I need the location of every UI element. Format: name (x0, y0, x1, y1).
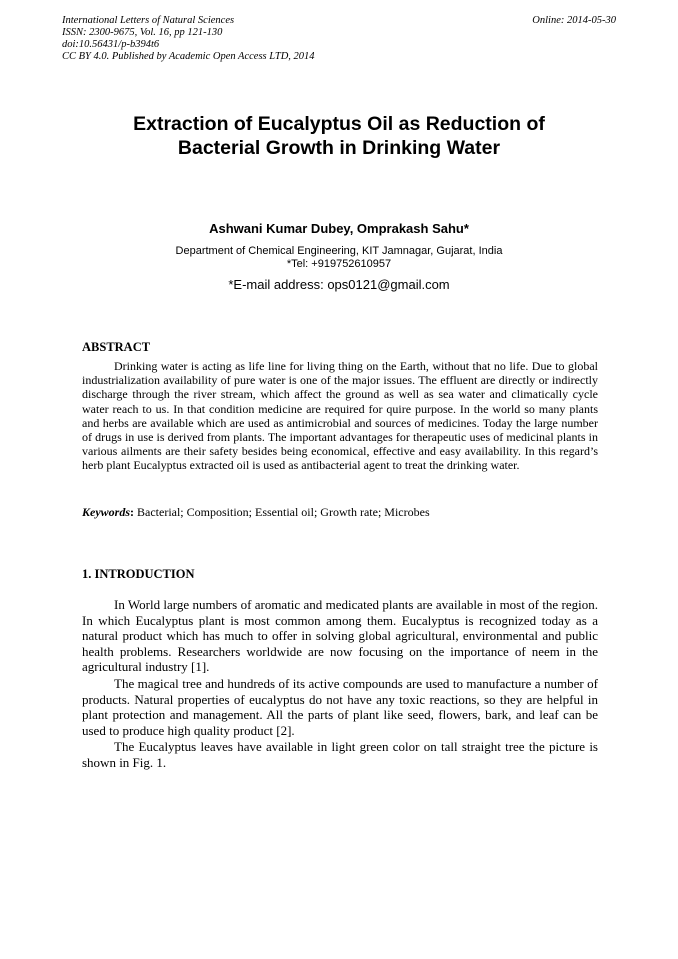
title-line-2: Bacterial Growth in Drinking Water (177, 137, 501, 159)
journal-name: International Letters of Natural Sciences (62, 15, 235, 26)
license-line: CC BY 4.0. Published by Academic Open Access LTD, 2014 (62, 51, 315, 62)
affiliation: Department of Chemical Engineering, KIT Jamnagar, Gujarat, India (175, 245, 503, 257)
intro-paragraph-3: The Eucalyptus leaves have available in light green color on tall straight tree the picture is shown in Fig. 1. (82, 739, 598, 770)
intro-paragraph-1: In World large numbers of aromatic and medicated plants are available in most of the region. In which Eucalyptus plant is most common among them. Eucalyptus is recognized today as a natural product which has much to offer in solving global agricultural, environmental and public health problems. Researchers worldwide are now focusing on the importance of neem in the agricultural industry [1]. (82, 597, 598, 675)
abstract-text: Drinking water is acting as life line for living thing on the Earth, without that no life. Due to global industrialization availability of pure water is one of the major issues. The effluent are directly or indirectly discharge through the river stream, which affect the ground as well as sea water and climatically cycle water reach to us. In that condition medicine are required for quire purpose. In the world so many plants and herbs are available which are used as antimicrobial and sources of medicines. Today the large number of drugs in use is derived from plants. The important advantages for therapeutic uses of medicinal plants in various ailments are their safety besides being economical, effective and easy availability. In this regard’s herb plant Eucalyptus extracted oil is used as antibacterial agent to treat the drinking water. (82, 359, 598, 473)
telephone: *Tel: +919752610957 (286, 258, 392, 270)
keywords-colon: : (130, 505, 134, 519)
intro-paragraph-2: The magical tree and hundreds of its active compounds are used to manufacture a number of products. Natural properties of eucalyptus do not have any toxic reactions, so they are helpful in plant protection and management. All the parts of plant like seed, flowers, bark, and leaf can be used to produce high quality product [2]. (82, 676, 598, 738)
doi-line: doi:10.56431/p-b394t6 (62, 39, 160, 50)
online-date: Online: 2014-05-30 (532, 15, 616, 26)
email-address: *E-mail address: ops0121@gmail.com (228, 277, 450, 292)
affiliation-block (0, 245, 678, 271)
journal-header (62, 15, 315, 63)
keywords-list: Bacterial; Composition; Essential oil; Growth rate; Microbes (134, 505, 430, 519)
keywords-label: Keywords (82, 505, 130, 519)
issn-line: ISSN: 2300-9675, Vol. 16, pp 121-130 (62, 27, 223, 38)
paper-title (0, 112, 678, 160)
authors: Ashwani Kumar Dubey, Omprakash Sahu* (209, 221, 469, 236)
keywords (82, 505, 598, 519)
section-heading-introduction: 1. INTRODUCTION (82, 567, 195, 581)
title-line-1: Extraction of Eucalyptus Oil as Reduction of (133, 113, 545, 135)
abstract-heading: ABSTRACT (82, 340, 151, 354)
